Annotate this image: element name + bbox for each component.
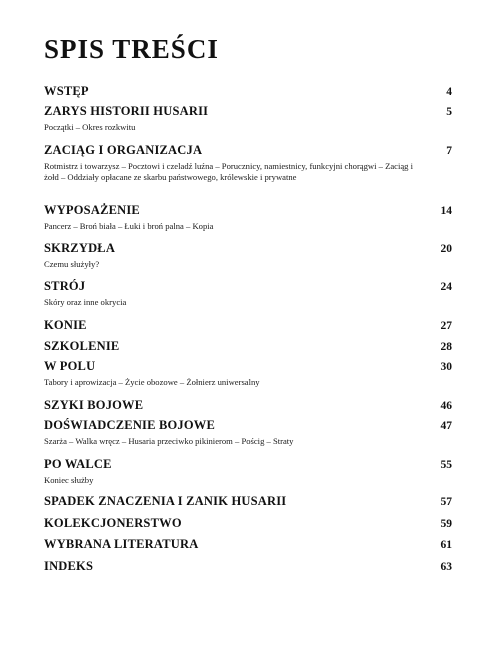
toc-page-number: 47 bbox=[440, 420, 452, 432]
toc-heading: PO WALCE bbox=[44, 457, 112, 471]
toc-entry-indeks[interactable] bbox=[44, 559, 452, 575]
toc-heading: INDEKS bbox=[44, 559, 94, 573]
toc-entry-stroj[interactable] bbox=[44, 279, 452, 308]
toc-page-number: 5 bbox=[446, 106, 452, 118]
page-title: SPIS TREŚCI bbox=[44, 34, 219, 64]
toc-entry-zarys-historii[interactable] bbox=[44, 104, 452, 133]
toc-subtopics: Rotmistrz i towarzysz – Pocztowi i czeladź luźna – Porucznicy, namiestnicy, funkcyjni chorągwi – Zaciąg i żołd – Oddziały opłacane ze skarbu państwowego, królewskie i prywatne bbox=[44, 161, 414, 182]
toc-page-number: 57 bbox=[440, 496, 452, 508]
toc-entry-doswiadczenie-bojowe[interactable] bbox=[44, 418, 452, 447]
toc-page-number: 55 bbox=[440, 459, 452, 471]
toc-entry-zaciag[interactable] bbox=[44, 143, 452, 183]
toc-heading: SKRZYDŁA bbox=[44, 241, 116, 255]
toc-entry-w-polu[interactable] bbox=[44, 359, 452, 388]
toc-page-number: 59 bbox=[440, 518, 452, 530]
toc-page-number: 4 bbox=[446, 86, 452, 98]
toc-entry-konie[interactable] bbox=[44, 318, 452, 334]
toc-heading: ZACIĄG I ORGANIZACJA bbox=[44, 143, 203, 157]
toc-subtopics: Szarża – Walka wręcz – Husaria przeciwko pikinierom – Pościg – Straty bbox=[44, 436, 294, 446]
toc-entry-kolekcjonerstwo[interactable] bbox=[44, 516, 452, 532]
toc-entry-spadek-znaczenia[interactable] bbox=[44, 494, 452, 510]
toc-entry-szyki-bojowe[interactable] bbox=[44, 398, 452, 414]
toc-heading: SZKOLENIE bbox=[44, 339, 120, 353]
toc-page-number: 20 bbox=[440, 243, 452, 255]
toc-heading: DOŚWIADCZENIE BOJOWE bbox=[44, 418, 216, 432]
toc-heading: WSTĘP bbox=[44, 84, 89, 98]
toc-heading: SPADEK ZNACZENIA I ZANIK HUSARII bbox=[44, 494, 287, 508]
toc-subtopics: Tabory i aprowizacja – Życie obozowe – Żołnierz uniwersalny bbox=[44, 377, 260, 387]
toc-entry-wstep[interactable] bbox=[44, 84, 452, 100]
toc-heading: SZYKI BOJOWE bbox=[44, 398, 144, 412]
toc-entry-skrzydla[interactable] bbox=[44, 241, 452, 270]
toc-page-number: 14 bbox=[440, 205, 452, 217]
toc-page-number: 28 bbox=[440, 341, 452, 353]
toc-page-number: 61 bbox=[440, 539, 452, 551]
toc-heading: W POLU bbox=[44, 359, 96, 373]
toc-entry-wyposazenie[interactable] bbox=[44, 203, 452, 232]
toc-heading: WYBRANA LITERATURA bbox=[44, 537, 199, 551]
toc-subtopics: Skóry oraz inne okrycia bbox=[44, 297, 127, 307]
toc-heading: WYPOSAŻENIE bbox=[44, 203, 140, 217]
toc-page-number: 46 bbox=[440, 400, 452, 412]
toc-subtopics: Czemu służyły? bbox=[44, 259, 100, 269]
toc-entry-po-walce[interactable] bbox=[44, 457, 452, 486]
toc-page-number: 27 bbox=[440, 320, 452, 332]
toc-subtopics: Koniec służby bbox=[44, 475, 94, 485]
toc-heading: ZARYS HISTORII HUSARII bbox=[44, 104, 209, 118]
toc-subtopics: Początki – Okres rozkwitu bbox=[44, 122, 136, 132]
toc-entry-szkolenie[interactable] bbox=[44, 339, 452, 355]
toc-subtopics: Pancerz – Broń biała – Łuki i broń palna – Kopia bbox=[44, 221, 214, 231]
toc-page-number: 24 bbox=[440, 281, 452, 293]
toc-heading: STRÓJ bbox=[44, 279, 86, 293]
toc-entry-wybrana-literatura[interactable] bbox=[44, 537, 452, 553]
toc-page-number: 30 bbox=[440, 361, 452, 373]
toc-page-number: 63 bbox=[440, 561, 452, 573]
toc-page-number: 7 bbox=[446, 145, 452, 157]
toc-heading: KONIE bbox=[44, 318, 87, 332]
toc-heading: KOLEKCJONERSTWO bbox=[44, 516, 182, 530]
